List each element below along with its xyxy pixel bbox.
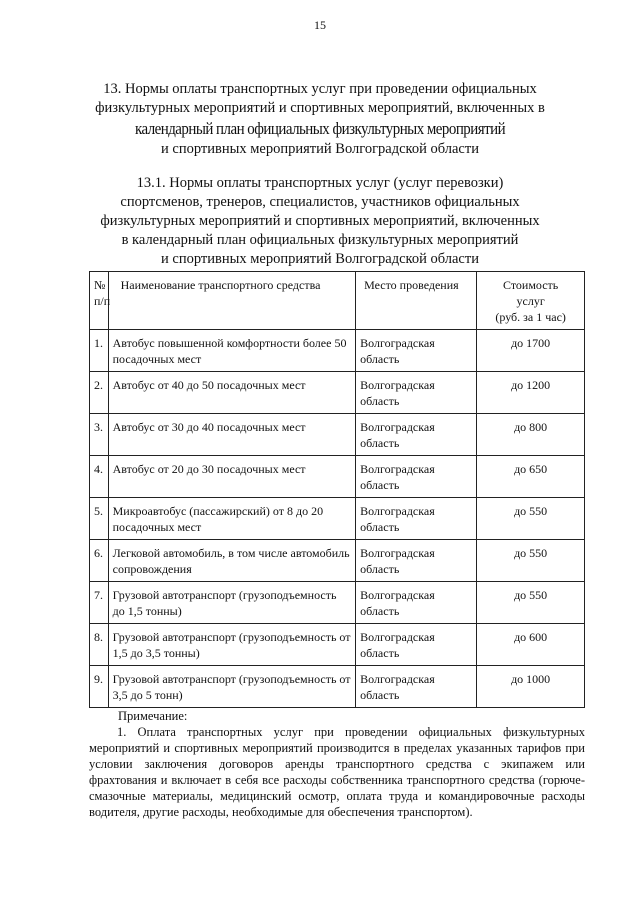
cost: до 600 [477,624,585,666]
heading-line: физкультурных мероприятий и спортивных мероприятий, включенных в [95,100,545,116]
table-row [90,330,585,372]
row-number: 6. [90,540,109,582]
row-number: 1. [90,330,109,372]
heading-line: и спортивных мероприятий Волгоградской области [161,141,479,157]
heading-line: 13.1. Нормы оплаты транспортных услуг (услуг перевозки) [136,175,504,191]
table-row [90,372,585,414]
row-number: 2. [90,372,109,414]
cost: до 800 [477,414,585,456]
table-row [90,666,585,708]
heading-line: физкультурных мероприятий и спортивных мероприятий, включенных [100,213,540,229]
place: Волгоградская область [356,456,477,498]
subsection-heading [60,174,580,269]
vehicle-name: Автобус от 40 до 50 посадочных мест [108,372,356,414]
row-number: 5. [90,498,109,540]
row-number: 3. [90,414,109,456]
tariffs-table [89,271,585,708]
vehicle-name: Микроавтобус (пассажирский) от 8 до 20 посадочных мест [108,498,356,540]
cost: до 1200 [477,372,585,414]
heading-line: и спортивных мероприятий Волгоградской области [161,251,479,267]
place: Волгоградская область [356,540,477,582]
vehicle-name: Грузовой автотранспорт (грузоподъемность от 3,5 до 5 тонн) [108,666,356,708]
cost: до 550 [477,582,585,624]
table-row [90,540,585,582]
row-number: 4. [90,456,109,498]
cost: до 1000 [477,666,585,708]
vehicle-name: Грузовой автотранспорт (грузоподъемность до 1,5 тонны) [108,582,356,624]
note-text: 1. Оплата транспортных услуг при проведении официальных физкультурных мероприятий и спортивных мероприятий производится в пределах указанных тарифов при условии заключения договоров аренды транспортного средства с экипажем или фрахтования и включает в себя все расходы собственника транспортного средства (горюче-смазочные материалы, медицинский осмотр, оплата труда и командировочные расходы водителя, другие расходы, необходимые для обеспечения транспортом). [89,725,585,819]
note-title: Примечание: [118,709,188,723]
section-heading [60,80,580,159]
heading-line: в календарный план официальных физкультурных мероприятий [121,232,519,248]
cost: до 650 [477,456,585,498]
cost: до 1700 [477,330,585,372]
heading-line: спортсменов, тренеров, специалистов, участников официальных [120,194,520,210]
header-place: Место проведения [356,272,477,330]
cost: до 550 [477,498,585,540]
table-header-row [90,272,585,330]
place: Волгоградская область [356,330,477,372]
header-vehicle-name: Наименование транспортного средства [108,272,356,330]
page-number: 15 [314,18,326,32]
heading-line: календарный план официальных физкультурных мероприятий [134,119,506,138]
row-number: 8. [90,624,109,666]
place: Волгоградская область [356,624,477,666]
place: Волгоградская область [356,666,477,708]
row-number: 7. [90,582,109,624]
row-number: 9. [90,666,109,708]
header-cost: Стоимость услуг (руб. за 1 час) [477,272,585,330]
table-row [90,456,585,498]
table-row [90,624,585,666]
table-row [90,498,585,540]
table-row [90,582,585,624]
table-row [90,414,585,456]
vehicle-name: Легковой автомобиль, в том числе автомобиль сопровождения [108,540,356,582]
vehicle-name: Грузовой автотранспорт (грузоподъемность от 1,5 до 3,5 тонны) [108,624,356,666]
place: Волгоградская область [356,582,477,624]
place: Волгоградская область [356,414,477,456]
header-number: № п/п [90,272,109,330]
heading-line: 13. Нормы оплаты транспортных услуг при проведении официальных [103,81,537,97]
place: Волгоградская область [356,498,477,540]
cost: до 550 [477,540,585,582]
vehicle-name: Автобус от 20 до 30 посадочных мест [108,456,356,498]
vehicle-name: Автобус повышенной комфортности более 50 посадочных мест [108,330,356,372]
place: Волгоградская область [356,372,477,414]
vehicle-name: Автобус от 30 до 40 посадочных мест [108,414,356,456]
